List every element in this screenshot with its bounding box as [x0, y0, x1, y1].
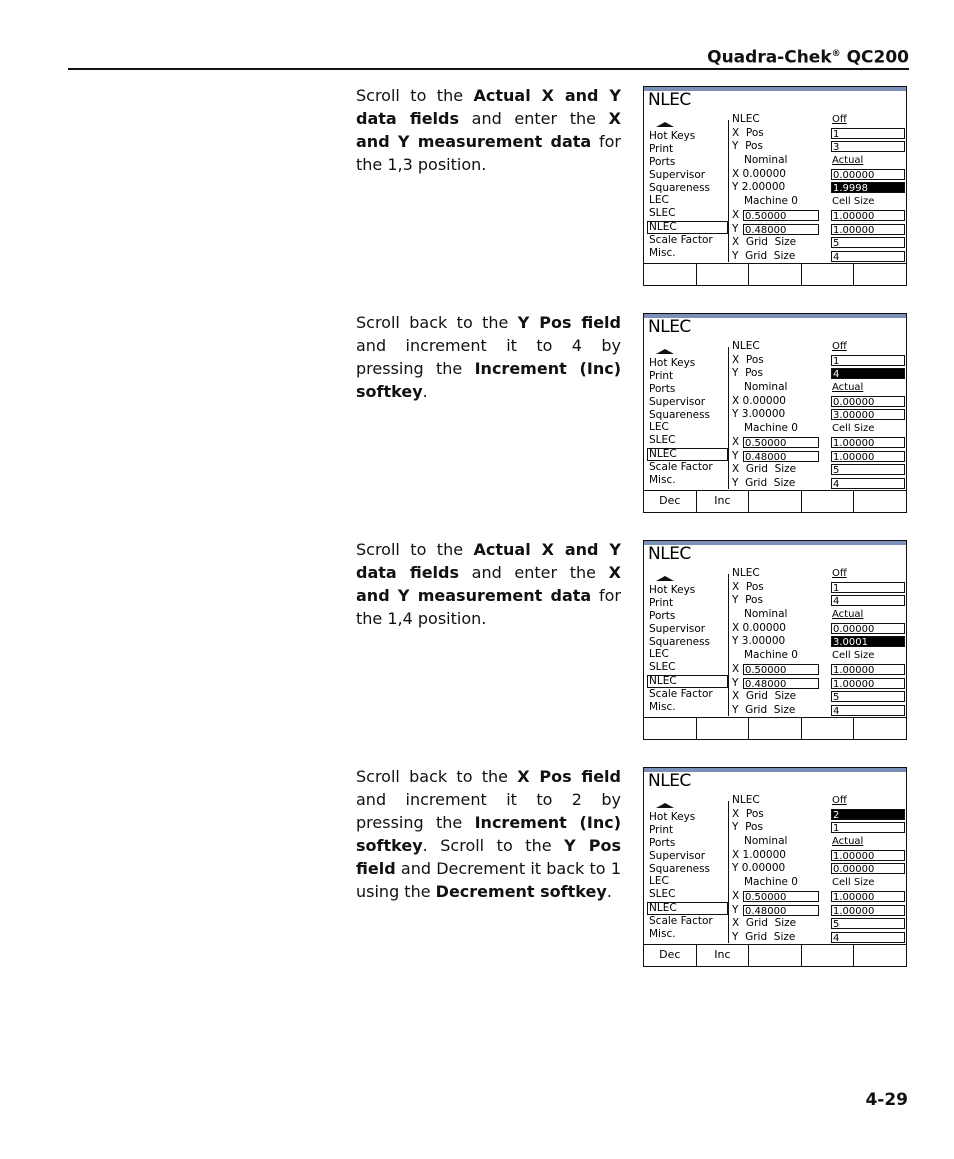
actual-header: Actual [832, 155, 864, 167]
y-pos-label: Y Pos [732, 594, 763, 607]
cell-size-header: Cell Size [832, 877, 875, 889]
y-pos-field[interactable]: 4 [831, 368, 905, 379]
y-pos-label: Y Pos [732, 821, 763, 834]
softkey[interactable]: Inc [697, 491, 750, 512]
y-grid-size-field[interactable]: 4 [831, 478, 905, 489]
nominal-x: X 0.00000 [732, 167, 786, 180]
setup-menu [648, 347, 729, 489]
softkey[interactable] [749, 264, 802, 285]
actual-y-field[interactable]: 3.00000 [831, 409, 905, 420]
actual-x-field[interactable]: 0.00000 [831, 623, 905, 634]
softkey-bar [644, 490, 906, 512]
emphasis-text: Y Pos field [517, 313, 621, 332]
body-text: and increment it to 2 by pressing the [356, 790, 621, 832]
x-grid-size-label: X Grid Size [732, 463, 797, 476]
emphasis-text: X Pos field [517, 767, 621, 786]
nlec-fields [730, 113, 906, 264]
softkey[interactable] [644, 264, 697, 285]
body-text: . [422, 382, 428, 401]
machine-y-field[interactable]: 0.48000 [743, 678, 819, 689]
step-4-instructions [356, 765, 621, 903]
emphasis-text: Y Pos field [356, 836, 621, 878]
nlec-display-screen [643, 767, 907, 967]
machine-header: Machine 0 [744, 876, 798, 889]
body-text: Scroll to the [356, 540, 474, 559]
menu-item[interactable]: Ports [649, 836, 676, 849]
machine-y-field[interactable]: 0.48000 [743, 451, 819, 462]
nominal-y: Y 3.00000 [732, 635, 786, 648]
y-grid-size-field[interactable]: 4 [831, 932, 905, 943]
nominal-x: X 0.00000 [732, 621, 786, 634]
actual-x-field[interactable]: 0.00000 [831, 169, 905, 180]
nlec-label: NLEC [732, 113, 760, 125]
y-pos-label: Y Pos [732, 140, 763, 153]
cell-x-field[interactable]: 1.00000 [831, 437, 905, 448]
softkey[interactable] [802, 945, 855, 966]
menu-item[interactable]: Misc. [649, 701, 676, 714]
registered-mark: ® [831, 49, 841, 59]
menu-item[interactable]: Hot Keys [649, 130, 696, 142]
body-text: for the 1,4 position. [356, 586, 622, 628]
menu-item[interactable]: Scale Factor [649, 915, 713, 928]
cell-y-field[interactable]: 1.00000 [831, 451, 905, 462]
menu-item[interactable]: SLEC [649, 888, 676, 901]
menu-item[interactable]: LEC [649, 421, 669, 434]
menu-item[interactable]: Squareness [649, 635, 711, 648]
menu-item[interactable]: Ports [649, 609, 676, 622]
nlec-fields [730, 794, 906, 945]
machine-x-label: X [732, 889, 740, 902]
menu-item[interactable]: Ports [649, 382, 676, 395]
softkey[interactable] [644, 718, 697, 739]
screen-title: NLEC [648, 317, 691, 337]
cell-y-field[interactable]: 1.00000 [831, 224, 905, 235]
menu-item[interactable]: Print [649, 369, 674, 382]
softkey[interactable]: Dec [644, 491, 697, 512]
x-pos-label: X Pos [732, 126, 764, 139]
scroll-up-arrow-icon[interactable] [648, 574, 728, 584]
actual-y-field[interactable]: 3.0001 [831, 636, 905, 647]
menu-item[interactable]: Hot Keys [649, 811, 696, 823]
y-pos-label: Y Pos [732, 367, 763, 380]
x-pos-label: X Pos [732, 807, 764, 820]
step-2-instructions [356, 311, 621, 403]
softkey[interactable] [854, 718, 906, 739]
body-text: Scroll to the [356, 86, 474, 105]
nlec-display-screen [643, 86, 907, 286]
x-grid-size-label: X Grid Size [732, 236, 797, 249]
scroll-up-arrow-icon[interactable] [648, 801, 728, 811]
body-text: . Scroll to the [422, 836, 565, 855]
body-text: and Decrement it back to 1 using the [356, 859, 621, 901]
nlec-fields [730, 567, 906, 718]
menu-item[interactable]: LEC [649, 648, 669, 661]
menu-item[interactable]: Supervisor [649, 395, 706, 408]
menu-item[interactable]: Hot Keys [649, 584, 696, 596]
softkey[interactable] [749, 945, 802, 966]
softkey[interactable] [697, 718, 750, 739]
nlec-label: NLEC [732, 340, 760, 352]
menu-item[interactable]: Squareness [649, 862, 711, 875]
x-grid-size-label: X Grid Size [732, 917, 797, 930]
nominal-header: Nominal [744, 381, 788, 394]
x-pos-field[interactable]: 1 [831, 582, 905, 593]
softkey-bar [644, 717, 906, 739]
y-pos-field[interactable]: 3 [831, 141, 905, 152]
nlec-onoff-field[interactable]: Off [832, 114, 847, 125]
softkey[interactable]: Dec [644, 945, 697, 966]
nominal-x: X 0.00000 [732, 394, 786, 407]
menu-item[interactable]: Scale Factor [649, 234, 713, 247]
nominal-y: Y 0.00000 [732, 862, 786, 875]
menu-item[interactable]: Squareness [649, 181, 711, 194]
cell-size-header: Cell Size [832, 196, 875, 208]
product-model: QC200 [846, 47, 909, 68]
x-grid-size-field[interactable]: 5 [831, 691, 905, 702]
machine-header: Machine 0 [744, 649, 798, 662]
actual-y-field[interactable]: 1.9998 [831, 182, 905, 193]
nominal-header: Nominal [744, 154, 788, 167]
nlec-label: NLEC [732, 794, 760, 806]
machine-x-label: X [732, 662, 740, 675]
menu-item[interactable]: Print [649, 596, 674, 609]
softkey[interactable] [697, 264, 750, 285]
page-number: 4-29 [865, 1090, 908, 1110]
menu-item[interactable]: Misc. [649, 928, 676, 941]
x-pos-field[interactable]: 1 [831, 355, 905, 366]
y-grid-size-label: Y Grid Size [732, 703, 796, 716]
screen-title: NLEC [648, 544, 691, 564]
machine-y-label: Y [732, 903, 739, 916]
setup-menu [648, 801, 729, 943]
body-text: and enter the [459, 563, 609, 582]
menu-item[interactable]: Ports [649, 155, 676, 168]
machine-x-field[interactable]: 0.50000 [743, 891, 819, 902]
cell-x-field[interactable]: 1.00000 [831, 210, 905, 221]
nominal-x: X 1.00000 [732, 848, 786, 861]
emphasis-text: Decrement softkey [435, 882, 607, 901]
menu-item[interactable]: Print [649, 142, 674, 155]
x-grid-size-field[interactable]: 5 [831, 237, 905, 248]
body-text: . [606, 882, 612, 901]
nlec-onoff-field[interactable]: Off [832, 568, 847, 579]
emphasis-text: Increment (Inc) softkey [356, 813, 622, 855]
nominal-y: Y 3.00000 [732, 408, 786, 421]
softkey[interactable] [802, 718, 855, 739]
menu-item[interactable]: Squareness [649, 408, 711, 421]
menu-item[interactable]: Hot Keys [649, 357, 696, 369]
actual-y-field[interactable]: 0.00000 [831, 863, 905, 874]
y-grid-size-label: Y Grid Size [732, 249, 796, 262]
machine-y-label: Y [732, 676, 739, 689]
screen-title: NLEC [648, 90, 691, 110]
nlec-label: NLEC [732, 567, 760, 579]
cell-size-header: Cell Size [832, 650, 875, 662]
x-pos-field[interactable]: 1 [831, 128, 905, 139]
page-header [68, 40, 909, 70]
machine-y-label: Y [732, 222, 739, 235]
nlec-display-screen [643, 313, 907, 513]
actual-x-field[interactable]: 0.00000 [831, 396, 905, 407]
x-pos-label: X Pos [732, 580, 764, 593]
setup-menu [648, 574, 729, 716]
menu-item[interactable]: NLEC [647, 675, 728, 688]
x-grid-size-label: X Grid Size [732, 690, 797, 703]
machine-y-field[interactable]: 0.48000 [743, 224, 819, 235]
nlec-fields [730, 340, 906, 491]
softkey[interactable] [749, 491, 802, 512]
nominal-header: Nominal [744, 608, 788, 621]
body-text: and increment it to 4 by pressing the [356, 336, 621, 378]
scroll-up-arrow-icon[interactable] [648, 347, 728, 357]
softkey[interactable] [802, 264, 855, 285]
actual-header: Actual [832, 609, 864, 621]
x-pos-field[interactable]: 2 [831, 809, 905, 820]
nlec-display-screen [643, 540, 907, 740]
menu-item[interactable]: NLEC [647, 902, 728, 915]
menu-item[interactable]: Misc. [649, 474, 676, 487]
product-name: Quadra-Chek [707, 47, 832, 68]
menu-item[interactable]: NLEC [647, 221, 728, 234]
x-grid-size-field[interactable]: 5 [831, 918, 905, 929]
machine-y-field[interactable]: 0.48000 [743, 905, 819, 916]
menu-item[interactable]: SLEC [649, 434, 676, 447]
nlec-onoff-field[interactable]: Off [832, 341, 847, 352]
nominal-header: Nominal [744, 835, 788, 848]
y-grid-size-field[interactable]: 4 [831, 705, 905, 716]
y-pos-field[interactable]: 1 [831, 822, 905, 833]
cell-x-field[interactable]: 1.00000 [831, 664, 905, 675]
body-text: for the 1,3 position. [356, 132, 622, 174]
nlec-onoff-field[interactable]: Off [832, 795, 847, 806]
cell-y-field[interactable]: 1.00000 [831, 905, 905, 916]
actual-x-field[interactable]: 1.00000 [831, 850, 905, 861]
menu-item[interactable]: SLEC [649, 661, 676, 674]
y-pos-field[interactable]: 4 [831, 595, 905, 606]
emphasis-text: X and Y measurement data [356, 563, 622, 605]
menu-item[interactable]: Supervisor [649, 622, 706, 635]
menu-item[interactable]: Supervisor [649, 168, 706, 181]
machine-x-field[interactable]: 0.50000 [743, 210, 819, 221]
scroll-up-arrow-icon[interactable] [648, 120, 728, 130]
y-grid-size-field[interactable]: 4 [831, 251, 905, 262]
cell-x-field[interactable]: 1.00000 [831, 891, 905, 902]
machine-y-label: Y [732, 449, 739, 462]
softkey[interactable] [802, 491, 855, 512]
emphasis-text: Actual X and Y data fields [356, 86, 621, 128]
step-3-instructions [356, 538, 621, 630]
softkey-bar [644, 263, 906, 285]
menu-item[interactable]: SLEC [649, 207, 676, 220]
emphasis-text: X and Y measurement data [356, 109, 622, 151]
machine-x-label: X [732, 435, 740, 448]
machine-header: Machine 0 [744, 195, 798, 208]
menu-item[interactable]: Misc. [649, 247, 676, 260]
step-1-instructions [356, 84, 621, 176]
body-text: Scroll back to the [356, 313, 518, 332]
emphasis-text: Increment (Inc) softkey [356, 359, 622, 401]
emphasis-text: Actual X and Y data fields [356, 540, 621, 582]
machine-x-label: X [732, 208, 740, 221]
machine-x-field[interactable]: 0.50000 [743, 664, 819, 675]
menu-item[interactable]: LEC [649, 875, 669, 888]
menu-item[interactable]: Scale Factor [649, 688, 713, 701]
actual-header: Actual [832, 836, 864, 848]
body-text: Scroll back to the [356, 767, 518, 786]
setup-menu [648, 120, 729, 262]
y-grid-size-label: Y Grid Size [732, 476, 796, 489]
body-text: and enter the [459, 109, 609, 128]
y-grid-size-label: Y Grid Size [732, 930, 796, 943]
softkey[interactable]: Inc [697, 945, 750, 966]
menu-item[interactable]: Supervisor [649, 849, 706, 862]
screen-title: NLEC [648, 771, 691, 791]
softkey[interactable] [854, 264, 906, 285]
softkey[interactable] [854, 491, 906, 512]
cell-y-field[interactable]: 1.00000 [831, 678, 905, 689]
actual-header: Actual [832, 382, 864, 394]
softkey[interactable] [749, 718, 802, 739]
x-grid-size-field[interactable]: 5 [831, 464, 905, 475]
machine-header: Machine 0 [744, 422, 798, 435]
softkey[interactable] [854, 945, 906, 966]
menu-item[interactable]: NLEC [647, 448, 728, 461]
cell-size-header: Cell Size [832, 423, 875, 435]
menu-item[interactable]: LEC [649, 194, 669, 207]
softkey-bar [644, 944, 906, 966]
x-pos-label: X Pos [732, 353, 764, 366]
nominal-y: Y 2.00000 [732, 181, 786, 194]
menu-item[interactable]: Print [649, 823, 674, 836]
menu-item[interactable]: Scale Factor [649, 461, 713, 474]
machine-x-field[interactable]: 0.50000 [743, 437, 819, 448]
